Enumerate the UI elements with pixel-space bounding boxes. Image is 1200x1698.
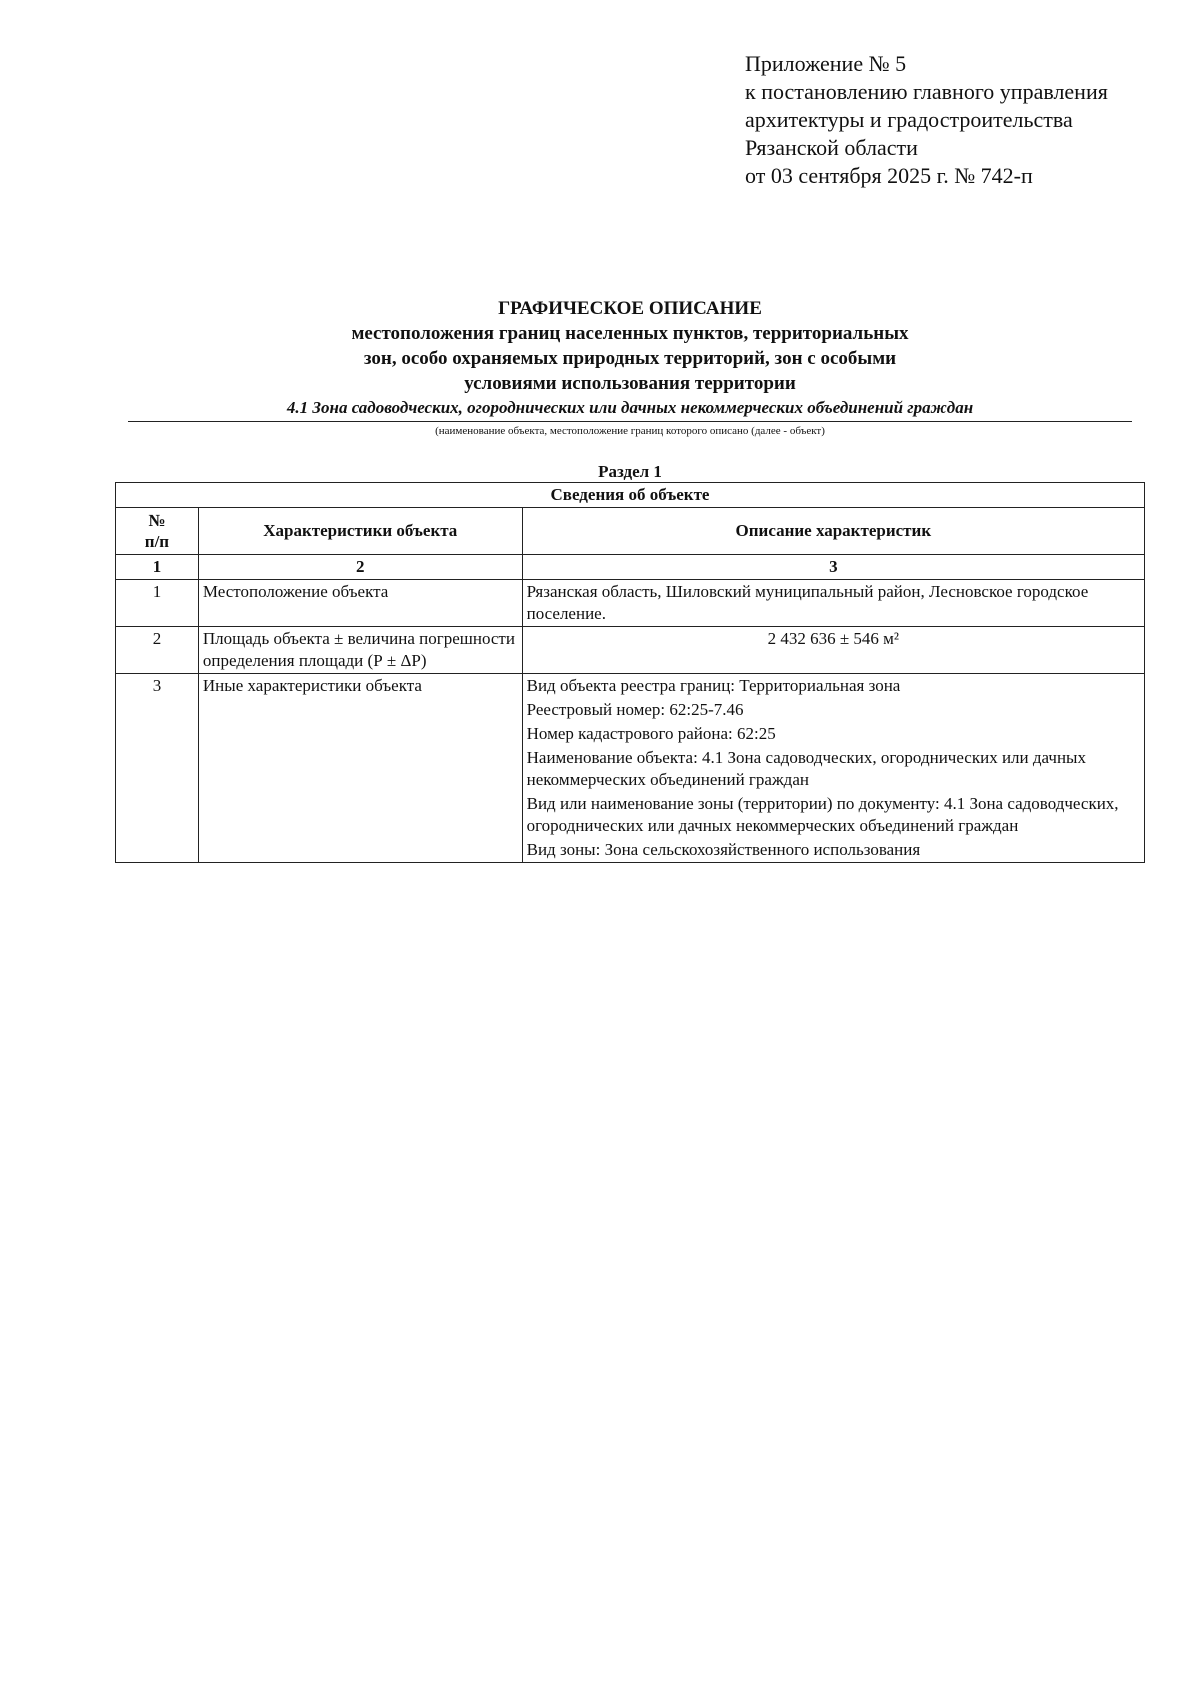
document-subtitle-line: местоположения границ населенных пунктов, территориальных — [351, 323, 909, 344]
row-characteristic: Площадь объекта ± величина погрешности определения площади (Р ± ΔР) — [198, 627, 522, 674]
column-header-characteristic: Характеристики объекта — [198, 508, 522, 555]
row-description — [522, 580, 1144, 627]
appendix-line: архитектуры и градостроительства — [745, 107, 1073, 132]
description-line: Вид объекта реестра границ: Территориальная зона — [526, 676, 901, 695]
table-index-row — [116, 555, 1145, 580]
row-description — [522, 674, 1144, 863]
object-info-table — [115, 482, 1145, 863]
row-number: 3 — [116, 674, 199, 863]
section-title: Раздел 1 — [598, 462, 662, 481]
title-block — [128, 296, 1132, 439]
description-line: Номер кадастрового района: 62:25 — [526, 724, 776, 743]
row-description — [522, 627, 1144, 674]
column-header-description: Описание характеристик — [522, 508, 1144, 555]
appendix-header — [745, 50, 1175, 190]
row-characteristic: Иные характеристики объекта — [198, 674, 522, 863]
column-index: 3 — [522, 555, 1144, 580]
table-header-row — [116, 508, 1145, 555]
column-header-number: № п/п — [116, 508, 199, 555]
document-subtitle-line: зон, особо охраняемых природных территорий, зон с особыми — [363, 348, 897, 369]
object-name: 4.1 Зона садоводческих, огороднических или дачных некоммерческих объединений граждан — [128, 397, 1132, 422]
description-line: Наименование объекта: 4.1 Зона садоводческих, огороднических или дачных некоммерческих объединений граждан — [526, 748, 1086, 789]
appendix-line: к постановлению главного управления — [745, 79, 1108, 104]
appendix-line: Рязанской области — [745, 135, 918, 160]
column-index: 1 — [116, 555, 199, 580]
description-line: Реестровый номер: 62:25-7.46 — [526, 700, 744, 719]
table-row — [116, 627, 1145, 674]
row-characteristic: Местоположение объекта — [198, 580, 522, 627]
table-row — [116, 580, 1145, 627]
table-caption-row — [116, 483, 1145, 508]
description-line: Вид или наименование зоны (территории) по документу: 4.1 Зона садоводческих, огороднических или дачных некоммерческих объединений граждан — [526, 794, 1119, 835]
description-line: 2 432 636 ± 546 м² — [767, 629, 900, 648]
object-name-caption: (наименование объекта, местоположение границ которого описано (далее - объект) — [435, 425, 825, 437]
row-number: 2 — [116, 627, 199, 674]
appendix-line: Приложение № 5 — [745, 51, 907, 76]
description-line: Вид зоны: Зона сельскохозяйственного использования — [526, 840, 921, 859]
document-subtitle-line: условиями использования территории — [464, 373, 796, 394]
table-row — [116, 674, 1145, 863]
appendix-line: от 03 сентября 2025 г. № 742-п — [745, 163, 1033, 188]
description-line: Рязанская область, Шиловский муниципальный район, Лесновское городское поселение. — [526, 582, 1089, 623]
column-index: 2 — [198, 555, 522, 580]
document-title: ГРАФИЧЕСКОЕ ОПИСАНИЕ — [498, 298, 762, 319]
table-caption: Сведения об объекте — [116, 483, 1145, 508]
row-number: 1 — [116, 580, 199, 627]
